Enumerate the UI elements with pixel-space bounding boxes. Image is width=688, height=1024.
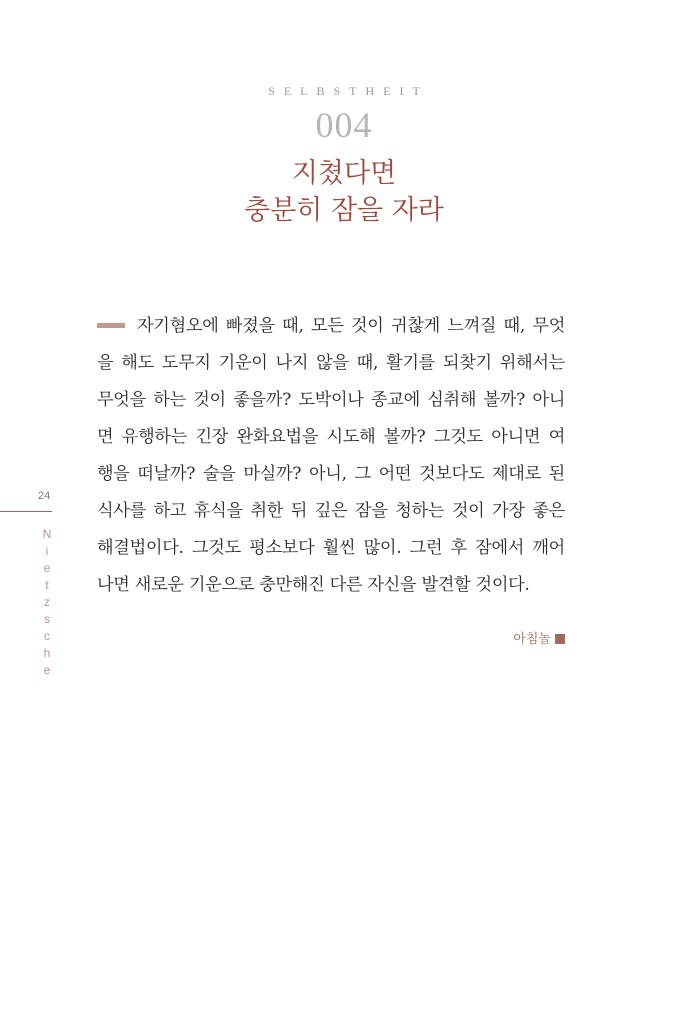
chapter-header xyxy=(0,84,688,229)
body-paragraph xyxy=(97,308,565,604)
author-letter: N xyxy=(42,527,52,541)
author-letter: s xyxy=(44,612,50,626)
square-end-icon xyxy=(555,634,565,644)
author-letter: e xyxy=(43,561,51,575)
paragraph-dash-mark xyxy=(97,323,125,328)
chapter-title xyxy=(0,155,688,229)
body-line: 식사를 하고 휴식을 취한 뒤 깊은 잠을 청하는 것이 가장 좋은 xyxy=(97,501,565,521)
author-letter: z xyxy=(44,595,50,609)
running-author-name xyxy=(41,526,53,679)
body-line: 무엇을 하는 것이 좋을까? 도박이나 종교에 심취해 볼까? 아니 xyxy=(97,390,565,410)
body-line-text: 자기혐오에 빠졌을 때, 모든 것이 귀찮게 느껴질 때, 무엇 xyxy=(137,316,565,336)
side-divider xyxy=(0,511,52,512)
source-label: 아침놀 xyxy=(513,632,551,647)
author-letter: h xyxy=(43,646,51,660)
author-letter: i xyxy=(45,544,49,558)
body-line: 을 해도 도무지 기운이 나지 않을 때, 활기를 되찾기 위해서는 xyxy=(97,353,565,373)
chapter-number: 004 xyxy=(315,105,373,145)
author-letter: e xyxy=(43,663,51,677)
chapter-title-line-2: 충분히 잠을 자라 xyxy=(244,195,444,226)
body-line: 면 유행하는 긴장 완화요법을 시도해 볼까? 그것도 아니면 여 xyxy=(97,427,565,447)
section-kicker: SELBSTHEIT xyxy=(268,84,429,98)
author-letter: c xyxy=(44,629,50,643)
body-line xyxy=(97,308,565,345)
source-attribution xyxy=(513,628,565,647)
body-line: 나면 새로운 기운으로 충만해진 다른 자신을 발견할 것이다. xyxy=(97,575,530,595)
page-number: 24 xyxy=(38,490,51,502)
body-line: 행을 떠날까? 술을 마실까? 아니, 그 어떤 것보다도 제대로 된 xyxy=(97,464,565,484)
author-letter: t xyxy=(45,578,49,592)
chapter-title-line-1: 지쳤다면 xyxy=(291,158,397,189)
body-line: 해결법이다. 그것도 평소보다 훨씬 많이. 그런 후 잠에서 깨어 xyxy=(97,538,565,558)
